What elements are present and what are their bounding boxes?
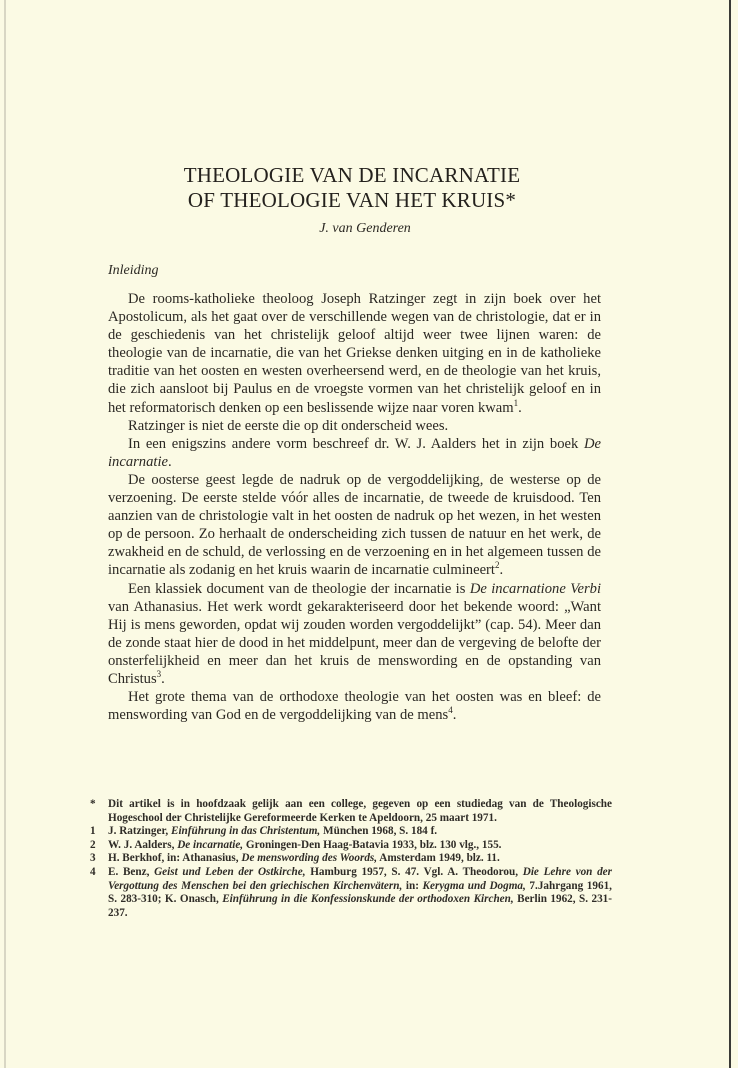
footnote-2	[90, 839, 612, 853]
paragraph-4-text: De oosterse geest legde de nadruk op de vergoddelijking, de westerse op de verzoening. De eerste stelde vóór alles de incarnatie, de tweede de kruisdood. Ten aanzien van de christologie valt in het oosten de nadruk op het wezen, in het westen op de persoon. Zo herhaalt de onderscheiding zich tussen de natuur en het werk, de zwakheid en de schuld, de verlossing en de verzoening en in het algemeen tussen de incarnatie als zodanig en het kruis waarin de incarnatie culmineert	[108, 471, 601, 579]
paragraph-3-book-title: De incarnatie	[108, 435, 601, 470]
title-block	[0, 163, 700, 237]
footnote-marker: 2	[90, 838, 96, 851]
footnote-text: H. Berkhof, in: Athanasius,	[108, 852, 242, 865]
paragraph-2	[108, 417, 601, 435]
footnote-title: De menswording des Woords,	[241, 852, 378, 865]
footnotes	[90, 798, 612, 920]
footnote-text: W. J. Aalders,	[108, 838, 178, 851]
footnote-1	[90, 825, 612, 839]
footnote-marker: 1	[90, 825, 96, 838]
footnote-star	[90, 798, 612, 825]
paragraph-2-text: Ratzinger is niet de eerste die op dit onderscheid wees.	[128, 417, 449, 434]
footnote-text: Groningen-Den Haag-Batavia 1933, blz. 130 vlg., 155.	[243, 838, 502, 851]
section-heading: Inleiding	[108, 263, 159, 278]
footnote-title: Kerygma und Dogma,	[422, 879, 526, 892]
footnote-title: Einführung in die Konfessionskunde der orthodoxen Kirchen,	[222, 893, 514, 906]
paragraph-6-text: Het grote thema van de orthodoxe theologie van het oosten was en bleef: de menswording van God en de vergoddelijking van de mens	[108, 689, 601, 724]
paragraph-1: De rooms-katholieke theoloog Joseph Ratzinger zegt in zijn boek over het Apostolicum, als het gaat over de verschillende wegen van de christologie, dat er in de geschiedenis van het christelijk geloof altijd weer twee lijnen waren: de theologie van de incarnatie, die van het Griekse denken uitging en in de katholieke traditie van het oosten en westen overheersend werd, en de theologie van het kruis, die zich aansloot bij Paulus en de vroegste vormen van het christelijk geloof en in het reformatorisch denken op een beslissende wijze naar voren kwam$^1$.	[108, 291, 601, 416]
article-body	[108, 290, 601, 724]
footnote-marker: *	[90, 798, 96, 810]
paragraph-5	[108, 580, 601, 689]
footnote-text: Amsterdam 1949, blz. 11.	[377, 852, 500, 865]
footnote-text: E. Benz,	[108, 865, 155, 878]
paragraph-5-start: Een klassiek document van de theologie der incarnatie is	[128, 580, 470, 597]
footnote-title: Einführung in das Christentum,	[170, 825, 321, 838]
footnote-marker: 3	[90, 852, 96, 865]
paragraph-3-text: In een enigszins andere vorm beschreef dr. W. J. Aalders het in zijn boek	[128, 435, 584, 452]
paragraph-3-end: .	[168, 453, 172, 470]
paragraph-6-end: .	[452, 707, 457, 724]
paragraph-4	[108, 471, 601, 580]
footnote-text: 7.Jahrgang 1961, S. 283-310; K. Onasch,	[108, 879, 612, 906]
footnote-marker: 4	[90, 865, 96, 878]
paragraph-1-text: De rooms-katholieke theoloog Joseph Ratzinger zegt in zijn boek over het Apostolicum, als het gaat over de verschillende wegen van de christologie, dat er in de geschiedenis van het christelijk geloof altijd weer twee lijnen waren: de theologie van de incarnatie, die van het Griekse denken uitging en in de katholieke traditie van het oosten en westen overheersend werd, en de theologie van het kruis, die zich aansloot bij Paulus en de vroegste vormen van het christelijk geloof en in het reformatorisch denken op een beslissende wijze naar voren kwam	[108, 291, 601, 416]
footnote-text: Hamburg 1957, S. 47. Vgl. A. Theodorou,	[305, 865, 523, 878]
footnote-title: Geist und Leben der Ostkirche,	[154, 865, 306, 878]
paragraph-5-work-title: De incarnatione Verbi	[469, 580, 601, 597]
page-left-edge	[4, 0, 6, 1068]
footnote-ref-4: 4	[448, 705, 453, 716]
article-title-line-1: THEOLOGIE VAN DE INCARNATIE	[183, 163, 521, 187]
footnote-text: in:	[402, 879, 423, 892]
paragraph-3	[108, 435, 601, 471]
page-right-edge	[729, 0, 731, 1068]
footnote-text: Dit artikel is in hoofdzaak gelijk aan een college, gegeven op een studiedag van de Theologische Hogeschool der Christelijke Gereformeerde Kerken te Apeldoorn, 25 maart 1971.	[108, 798, 612, 824]
paragraph-6	[108, 688, 601, 724]
footnote-ref-2: 2	[494, 560, 500, 571]
footnote-4	[90, 866, 612, 920]
footnote-ref-1: 1	[513, 397, 519, 408]
footnote-text: J. Ratzinger,	[108, 825, 171, 838]
article-title-line-2: OF THEOLOGIE VAN HET KRUIS*	[187, 188, 517, 212]
paragraph-5-text: van Athanasius. Het werk wordt gekarakteriseerd door het bekende woord: „Want Hij is mens geworden, opdat wij zouden worden vergoddelijkt” (cap. 54). Meer dan de zonde staat hier de dood in het middelpunt, meer dan de vergeving de belofte der onsterfelijkheid en meer dan het kruis de menswording en de opstanding van Christus	[108, 598, 601, 687]
footnote-text: Berlin 1962, S. 231-237.	[108, 893, 613, 919]
paragraph-5-end: .	[161, 670, 165, 687]
author-name: J. van Genderen	[319, 221, 411, 236]
footnote-title: De incarnatie,	[177, 838, 244, 851]
footnote-text: München 1968, S. 184 f.	[320, 825, 438, 838]
footnote-title: Die Lehre von der Vergottung des Menschen bei den griechischen Kirchenvätern,	[108, 865, 612, 892]
footnote-3	[90, 852, 612, 866]
footnote-ref-3: 3	[156, 669, 162, 680]
paragraph-4-end: .	[499, 562, 504, 579]
